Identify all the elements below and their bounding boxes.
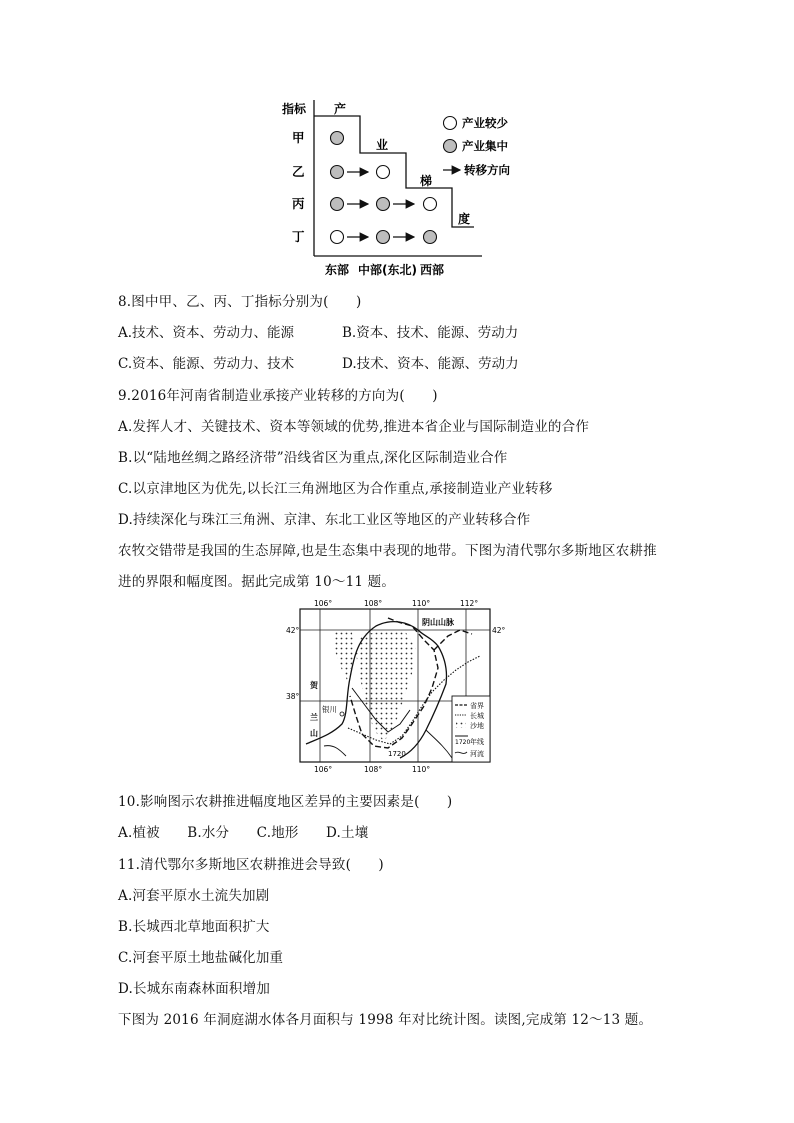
legend-wall-label: 长城 [470,712,484,720]
question-9-option-b[interactable]: B.以“陆地丝绸之路经济带”沿线省区为重点,深化区际制造业合作 [118,450,508,466]
label-yinshan: 阴山山脉 [422,618,454,627]
tick-bottom-110: 110° [412,765,431,774]
legend-year-number: 1720 [455,739,471,746]
row-label-yi: 乙 [292,164,305,179]
row-label-bing: 丙 [292,196,305,211]
question-8-option-a[interactable]: A.技术、资本、劳动力、能源 [118,325,295,341]
row-label-ding: 丁 [292,229,305,244]
ordos-farming-map [284,596,510,782]
cell-ding-central [377,231,390,244]
cell-yi-central [377,166,390,179]
cell-jia-east [331,132,344,145]
intro-10-11-line1: 农牧交错带是我国的生态屏障,也是生态集中表现的地带。下图为清代鄂尔多斯地区农耕推 [118,543,657,559]
legend-river-label: 河流 [470,750,484,758]
question-11-option-d[interactable]: D.长城东南森林面积增加 [118,981,271,997]
cell-yi-east [331,166,344,179]
lat-42-left: 42° [286,626,300,635]
label-helan-3: 山 [310,729,318,738]
cell-bing-east [331,198,344,211]
tick-top-112: 112° [460,599,479,608]
staircase-char-2: 业 [376,138,389,152]
city-yinchuan-dot [340,712,344,716]
legend-concentrated-label: 产业集中 [462,139,508,153]
question-9-option-a[interactable]: A.发挥人才、关键技术、资本等领域的优势,推进本省企业与国际制造业的合作 [118,419,590,435]
row-label-jia: 甲 [292,130,305,145]
tick-top-106: 106° [314,599,333,608]
tick-bottom-106: 106° [314,765,333,774]
x-label-east: 东部 [325,263,350,277]
tick-bottom-108: 108° [364,765,383,774]
legend-sand-label: 沙地 [470,722,484,730]
intro-12-13: 下图为 2016 年洞庭湖水体各月面积与 1998 年对比统计图。读图,完成第 12～13 题。 [118,1012,653,1028]
x-label-central: 中部(东北) [358,263,417,277]
cell-ding-east [331,231,344,244]
cell-bing-west [424,198,437,211]
question-9-option-d[interactable]: D.持续深化与珠江三角洲、京津、东北工业区等地区的产业转移合作 [118,512,531,528]
cell-bing-central [377,198,390,211]
question-11-option-a[interactable]: A.河套平原水土流失加剧 [118,888,270,904]
question-8-stem: 8.图中甲、乙、丙、丁指标分别为( ) [118,294,362,310]
label-helan-1: 贺 [310,681,318,690]
question-8-option-d[interactable]: D.技术、资本、能源、劳动力 [342,356,519,372]
staircase-char-1: 产 [334,102,347,116]
y-axis-title: 指标 [282,102,307,116]
intro-10-11-line2: 进的界限和幅度图。据此完成第 10～11 题。 [118,574,396,590]
staircase-char-4: 度 [458,212,471,226]
legend-concentrated-symbol [444,140,457,153]
legend-few-label: 产业较少 [462,116,508,130]
question-10-options[interactable]: A.植被 B.水分 C.地形 D.土壤 [118,825,369,841]
industry-gradient-figure [270,92,530,282]
question-9-option-c[interactable]: C.以京津地区为优先,以长江三角洲地区为合作重点,承接制造业产业转移 [118,481,553,497]
label-year-1720: 1720 [388,750,406,758]
legend-few-symbol [444,117,457,130]
legend-province-label: 省界 [470,702,484,710]
staircase-char-3: 梯 [420,174,433,188]
question-11-option-c[interactable]: C.河套平原土地盐碱化加重 [118,950,284,966]
x-label-west: 西部 [420,263,445,277]
question-9-stem: 9.2016年河南省制造业承接产业转移的方向为( ) [118,388,438,404]
question-11-option-b[interactable]: B.长城西北草地面积扩大 [118,919,270,935]
legend-year-label: 年线 [470,738,484,746]
legend-sand-symbol [456,721,466,728]
question-10-stem: 10.影响图示农耕推进幅度地区差异的主要因素是( ) [118,794,453,810]
cell-ding-west [424,231,437,244]
tick-top-108: 108° [364,599,383,608]
lat-38-left: 38° [286,692,300,701]
question-8-option-c[interactable]: C.资本、能源、劳动力、技术 [118,356,295,372]
label-yinchuan: 银川 [322,705,337,714]
lat-42-right: 42° [492,626,506,635]
legend-direction-label: 转移方向 [464,163,510,177]
question-11-stem: 11.清代鄂尔多斯地区农耕推进会导致( ) [118,857,384,873]
question-8-option-b[interactable]: B.资本、技术、能源、劳动力 [342,325,519,341]
label-helan-2: 兰 [310,713,318,722]
tick-top-110: 110° [412,599,431,608]
